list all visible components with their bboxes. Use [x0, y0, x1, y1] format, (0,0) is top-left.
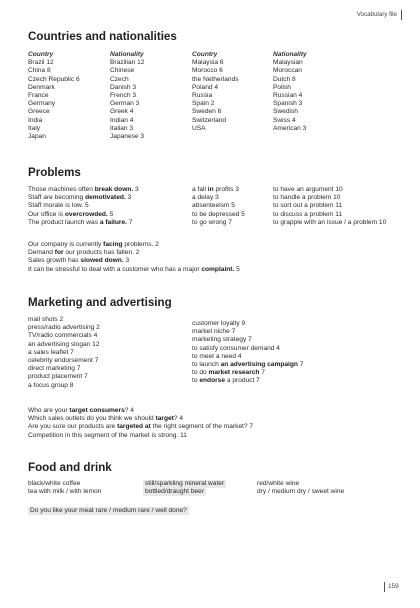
list-item: TV/radio commercials 4 [28, 332, 98, 340]
text-pre: market niche 7 [192, 328, 236, 336]
list-item [192, 353, 303, 361]
text-post: the right segment of the market? 7 [150, 423, 254, 431]
list-item: Russia [192, 92, 213, 100]
list-item [192, 361, 303, 369]
text-bold: slowed down. [80, 257, 124, 265]
problems-column-1 [28, 186, 139, 227]
text-bold: for [54, 249, 64, 257]
text-pre: a fall [192, 186, 208, 193]
list-item: Germany [28, 100, 56, 108]
list-item: USA [192, 124, 206, 132]
list-item: Russian 4 [273, 92, 303, 100]
country-column-2 [192, 51, 239, 133]
list-item: Brazil 12 [28, 59, 54, 67]
list-item: Danish 3 [110, 83, 137, 91]
list-item: Polish [273, 83, 291, 91]
text-pre: Our office is [28, 210, 65, 218]
text-pre: absenteeism 5 [192, 202, 235, 210]
countries-title: Countries and nationalities [28, 30, 177, 43]
list-item: product placement 7 [28, 373, 88, 381]
text-pre: to do [192, 369, 209, 377]
list-item [143, 480, 226, 488]
list-item [28, 249, 240, 257]
list-item [192, 369, 303, 377]
list-item [28, 186, 139, 194]
text-post: a product 7 [225, 377, 260, 385]
text-bold: targeted at [117, 423, 151, 431]
country-column-1 [28, 51, 80, 141]
list-item [28, 415, 253, 423]
list-item: Malaysian [273, 59, 303, 67]
text-pre: a delay 3 [192, 194, 219, 202]
list-item [192, 202, 245, 210]
list-item: to handle a problem 10 [273, 194, 341, 202]
list-item: Greek 4 [110, 108, 134, 116]
text-pre: It can be stressful to deal with a customer who has a major [28, 265, 202, 273]
list-item [192, 211, 245, 219]
text-pre: Our company is currently [28, 241, 104, 248]
problems-sentences [28, 241, 240, 274]
text-pre: Sales growth has [28, 257, 81, 265]
list-item: an advertising slogan 12 [28, 340, 100, 348]
text-pre: marketing strategy 7 [192, 336, 252, 344]
list-item: a focus group 8 [28, 381, 74, 389]
list-item: to grapple with an issue / a problem 10 [273, 218, 387, 226]
text-bold: break down. [94, 186, 134, 193]
text-pre: Staff are becoming [28, 194, 86, 202]
text-pre: Staff morale is low. 5 [28, 202, 89, 210]
list-item: Malaysia 6 [192, 59, 224, 67]
text-bold: in [207, 186, 214, 193]
list-item [28, 194, 139, 202]
list-item: a sales leaflet 7 [28, 348, 74, 356]
list-item: Brazilian 12 [110, 59, 145, 67]
text-post: 3 [123, 257, 130, 265]
list-item: France [28, 92, 49, 100]
text-post: 5 [234, 265, 240, 273]
list-item [192, 194, 245, 202]
list-item: Switzerland [192, 116, 227, 124]
text-bold: facing [103, 241, 123, 248]
marketing-column-2 [192, 320, 303, 386]
text-pre: customer loyalty 9 [192, 320, 246, 327]
text-post: our products has fallen. 2 [63, 249, 140, 257]
list-item [192, 377, 303, 385]
list-item: Swiss 4 [273, 116, 296, 124]
list-item [28, 423, 253, 431]
list-item: Spanish 3 [273, 100, 303, 108]
list-item [28, 241, 240, 249]
list-item: American 3 [273, 124, 307, 132]
text-pre: Those machines often [28, 186, 95, 193]
list-item [192, 345, 303, 353]
list-item: to sort out a problem 11 [273, 202, 343, 210]
list-item: Morocco 6 [192, 67, 223, 75]
list-item: mail shots 2 [28, 316, 64, 323]
marketing-column-1 [28, 316, 100, 390]
list-item: German 3 [110, 100, 140, 108]
list-item [192, 320, 303, 328]
list-item-text: still/sparkling mineral water [145, 480, 225, 487]
text-pre: The product launch was [28, 218, 100, 226]
list-item [28, 407, 253, 415]
text-post: 7 [126, 218, 133, 226]
page-number: 159 [384, 582, 399, 592]
food-question-text: Do you like your meat rare / medium rare / well done? [30, 507, 187, 514]
nationality-column-2 [273, 51, 307, 133]
list-item [28, 257, 240, 265]
list-item: Czech Republic 6 [28, 75, 80, 83]
list-item: Japan [28, 133, 46, 141]
text-post: ? 4 [173, 415, 184, 423]
problems-column-3 [273, 186, 386, 227]
list-item: Dutch 8 [273, 75, 296, 83]
text-bold: an advertising campaign [220, 361, 298, 369]
problems-column-2 [192, 186, 245, 227]
text-post: profits 3 [213, 186, 239, 193]
list-item: Chinese [110, 67, 135, 75]
text-post: 3 [125, 194, 132, 202]
list-item: French 3 [110, 92, 137, 100]
text-pre: to launch [192, 361, 221, 369]
food-question [28, 507, 189, 515]
list-item: China 8 [28, 67, 51, 75]
text-bold: market research [208, 369, 260, 377]
text-bold: complaint. [201, 265, 235, 273]
column-header: Nationality [110, 51, 144, 58]
list-item [28, 202, 139, 210]
list-item [28, 219, 139, 227]
list-item: Greece [28, 108, 50, 116]
text-pre: to satisfy consumer demand 4 [192, 344, 280, 352]
section-tag: Vocabulary file [357, 10, 402, 20]
marketing-title: Marketing and advertising [28, 296, 172, 309]
list-item [28, 432, 253, 440]
list-item: tea with milk / with lemon [28, 488, 102, 496]
list-item: black/white coffee [28, 480, 81, 487]
list-item: Sweden 6 [192, 108, 222, 116]
text-bold: overcrowded. [64, 210, 108, 218]
list-item [28, 211, 139, 219]
text-post: 5 [107, 210, 114, 218]
list-item: celebrity endorsement 7 [28, 357, 99, 365]
food-column-2 [143, 480, 226, 496]
text-post: 7 [297, 361, 304, 369]
text-bold: target [155, 415, 174, 423]
list-item: press/radio advertising 2 [28, 324, 100, 332]
nationality-column-1 [110, 51, 144, 141]
text-pre: to [192, 377, 200, 385]
text-pre: to be depressed 5 [192, 210, 245, 218]
text-pre: Demand [28, 249, 55, 257]
text-bold: demotivated. [85, 194, 126, 202]
list-item [192, 336, 303, 344]
list-item [28, 266, 240, 274]
list-item [192, 219, 245, 227]
text-pre: to go wrong 7 [192, 218, 232, 226]
list-item: Swedish [273, 108, 298, 116]
list-item [192, 186, 245, 194]
list-item: Italy [28, 124, 41, 132]
text-pre: Which sales outlets do you think we should [28, 415, 156, 423]
marketing-sentences [28, 407, 253, 440]
column-header: Country [192, 51, 218, 58]
text-post: problems. 2 [122, 241, 159, 248]
list-item: India [28, 116, 43, 124]
list-item: Spain 2 [192, 100, 215, 108]
food-column-3 [257, 480, 344, 496]
text-bold: endorse [199, 377, 225, 385]
column-header: Nationality [273, 51, 307, 58]
problems-title: Problems [28, 166, 81, 179]
text-post: 7 [259, 369, 265, 377]
list-item: Japanese 3 [110, 133, 145, 141]
text-bold: target consumers [69, 407, 125, 414]
list-item: direct marketing 7 [28, 365, 81, 373]
food-column-1 [28, 480, 101, 496]
list-item: to discuss a problem 11 [273, 210, 343, 218]
list-item-text: bottled/draught beer [145, 488, 205, 496]
text-pre: Are you sure our products are [28, 423, 118, 431]
list-item: Denmark [28, 83, 55, 91]
list-item: to have an argument 10 [273, 186, 343, 193]
column-header: Country [28, 51, 54, 58]
list-item: dry / medium dry / sweet wine [257, 488, 345, 496]
list-item: Indian 4 [110, 116, 134, 124]
list-item: red/white wine [257, 480, 300, 487]
food-title: Food and drink [28, 461, 112, 474]
text-pre: to meet a need 4 [192, 352, 242, 360]
text-pre: Who are your [28, 407, 70, 414]
list-item [192, 328, 303, 336]
list-item [143, 488, 226, 496]
list-item: Czech [110, 75, 129, 83]
text-post: ? 4 [124, 407, 134, 414]
list-item: Italian 3 [110, 124, 134, 132]
text-post: 3 [133, 186, 139, 193]
text-bold: a failure. [99, 218, 127, 226]
list-item: Poland 4 [192, 83, 219, 91]
list-item: Moroccan [273, 67, 302, 75]
list-item: the Netherlands [192, 75, 239, 83]
text-pre: Competition in this segment of the market is strong. 11 [28, 431, 187, 439]
